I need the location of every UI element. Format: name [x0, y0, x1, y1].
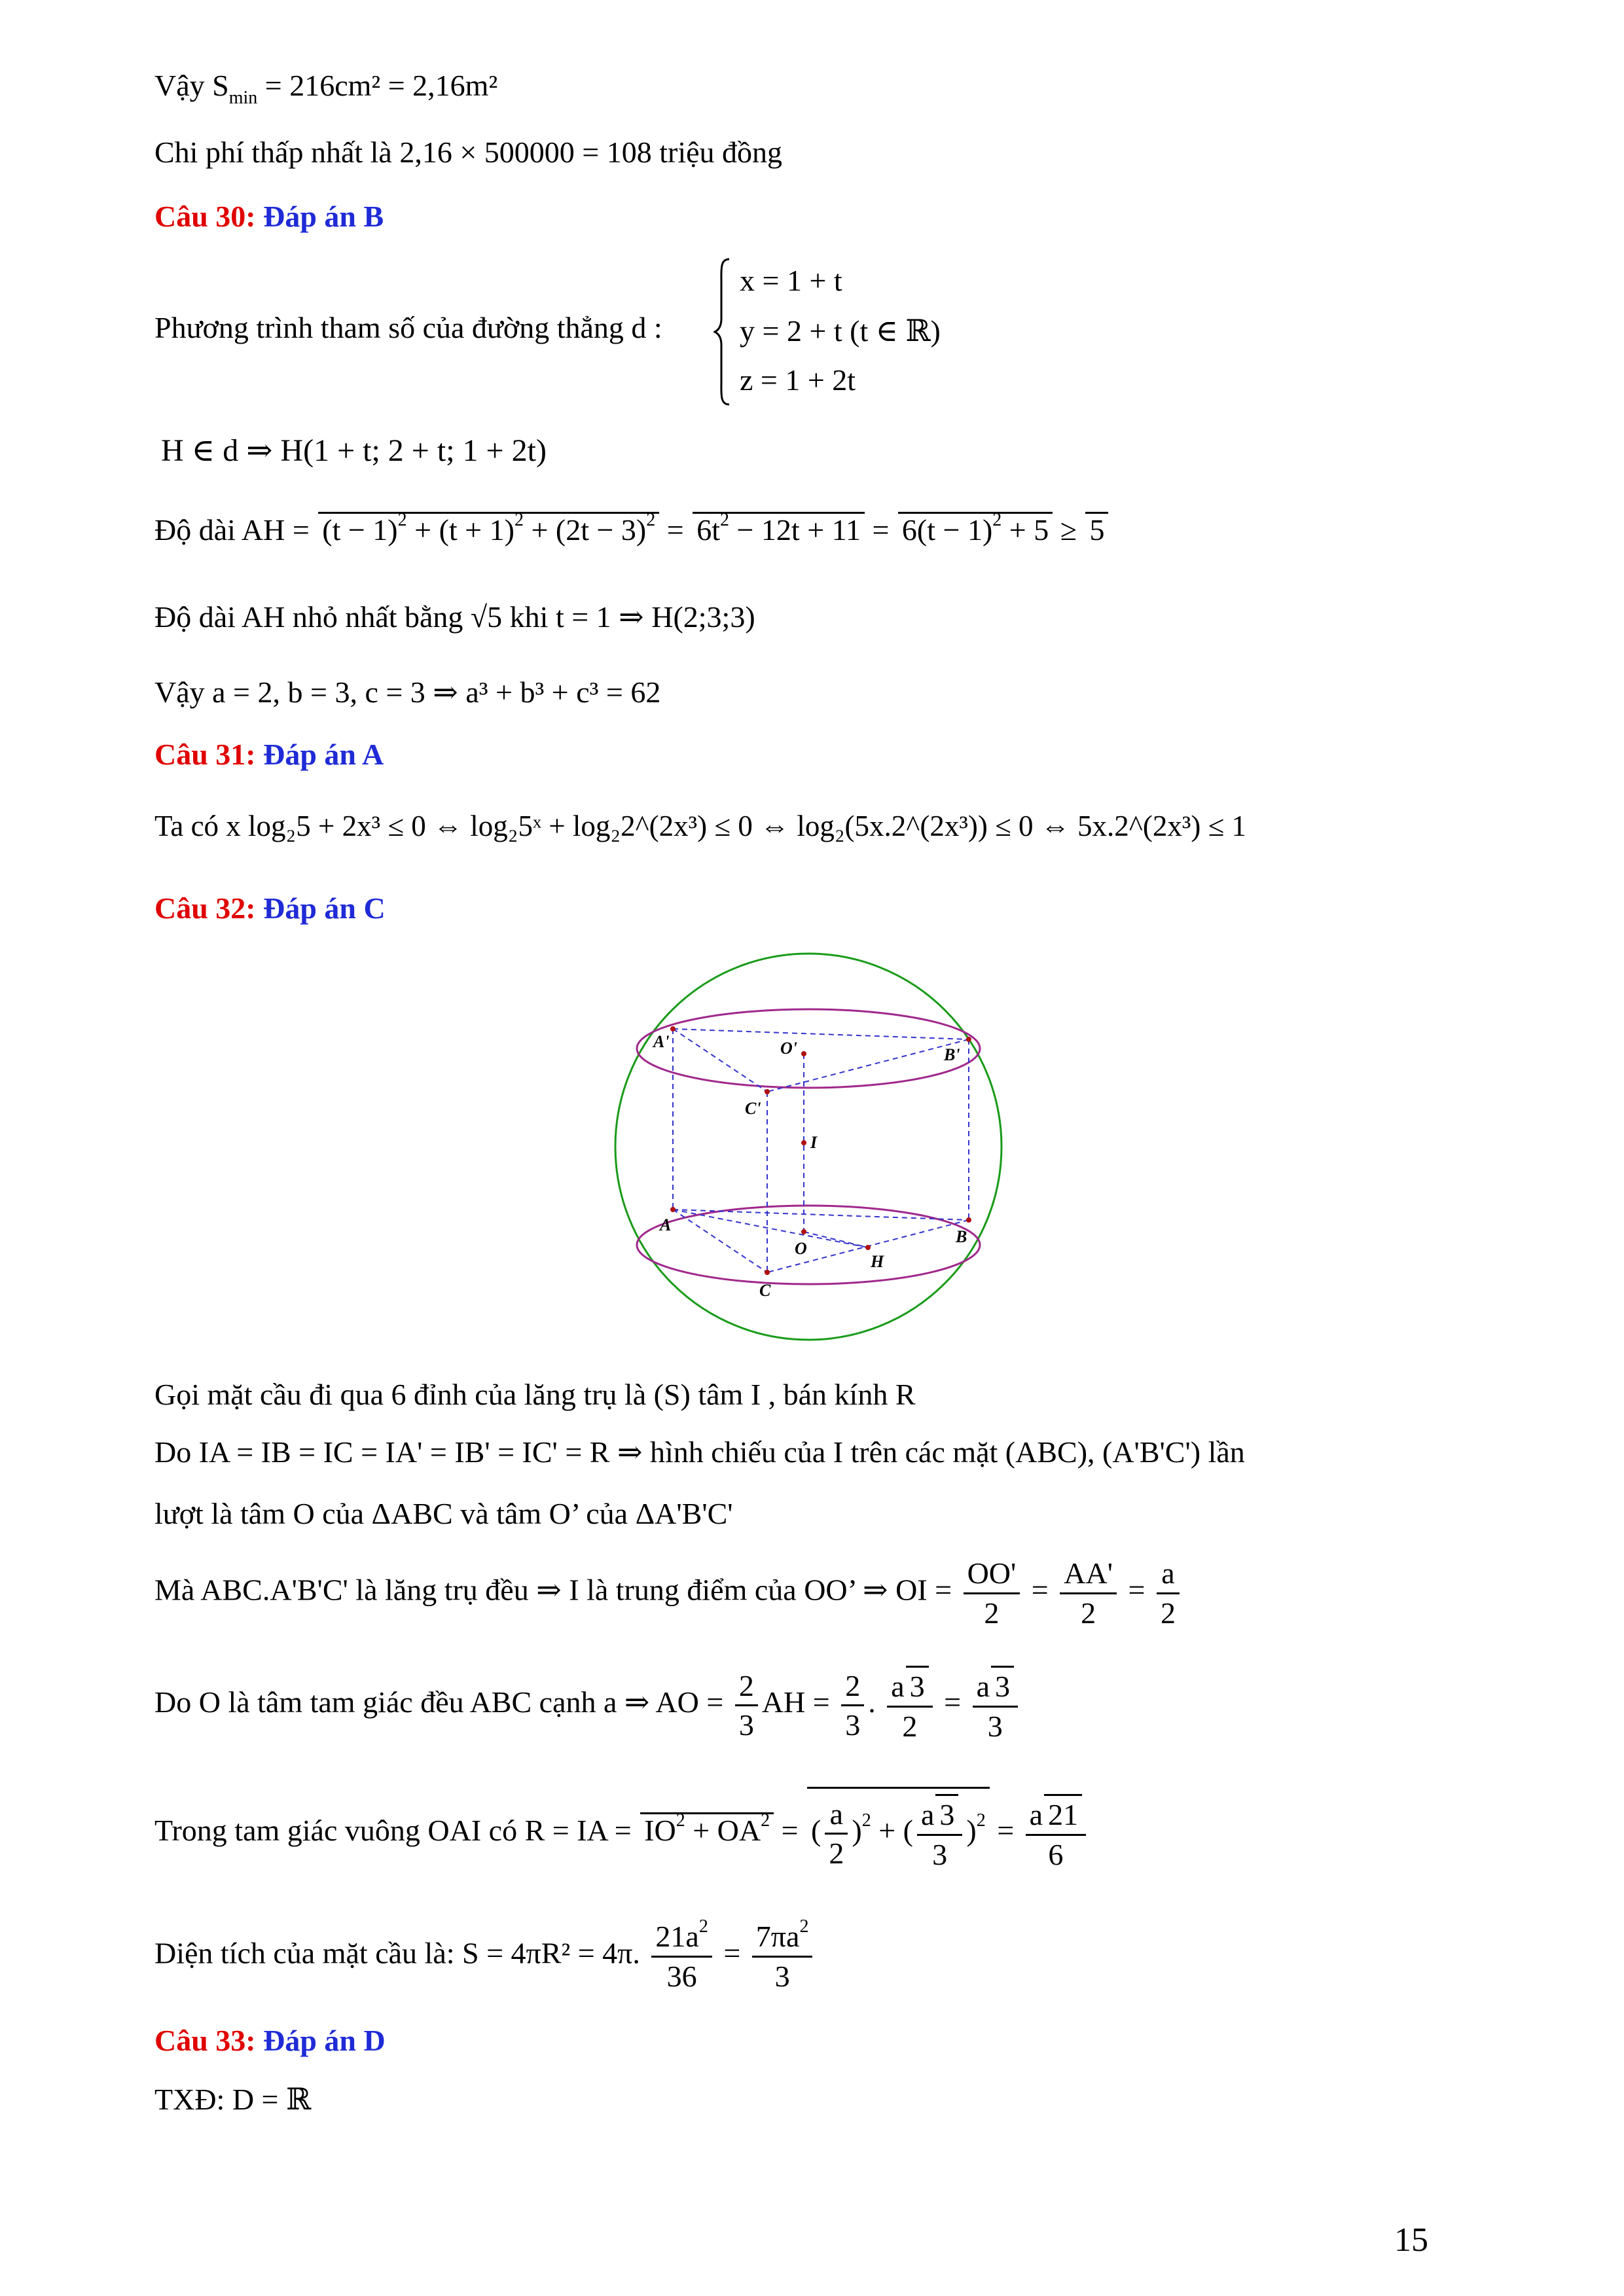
system-y: y = 2 + t (t ∈ ℝ): [740, 314, 941, 348]
label-a-prime: A': [653, 1032, 670, 1051]
system-x: x = 1 + t: [740, 264, 842, 297]
label-h: H: [871, 1252, 884, 1271]
bottom-ellipse: [637, 1206, 980, 1284]
ao-line: Do O là tâm tam giác đều ABC cạnh a ⇒ AO = $\frac{2}{3}$ AH = $\frac{2}{3}$ . $\frac{a 3}{2}$ = $\frac{a 3}{3}$: [154, 1666, 1022, 1745]
question-30-heading: Câu 30: Đáp án B: [154, 200, 384, 233]
question-33-heading: Câu 33: Đáp án D: [154, 2024, 386, 2057]
ah-min-line: Độ dài AH nhỏ nhất bằng √5 khi t = 1 ⇒ H(2;3;3): [154, 600, 755, 634]
midpoint-line: Mà ABC.A'B'C' là lăng trụ đều ⇒ I là trung điểm của OO’ ⇒ OI = $\frac{OO'}{2}$ = $\frac{AA'}{2}$ = $\frac{a}{2}$: [154, 1554, 1183, 1632]
param-intro: Phương trình tham số của đường thẳng d :: [154, 311, 662, 344]
ah-length-line: Độ dài AH = $(t - 1)^2 + (t + 1)^2 + (2t - 3)^2 = 6t^2 - 12t + 11 = 6(t - 1)^2 + 5 \ge 5$: [154, 512, 1108, 545]
label-o: O: [795, 1239, 807, 1258]
label-b-prime: B': [944, 1045, 960, 1064]
projection-line-2: lượt là tâm O của ΔABC và tâm O’ của ΔA'B'C': [154, 1497, 733, 1530]
prism-in-sphere-diagram: [602, 949, 1021, 1355]
sphere-intro-line: Gọi mặt cầu đi qua 6 đỉnh của lăng trụ là (S) tâm I , bán kính R: [154, 1378, 916, 1411]
sphere-area-line: Diện tích của mặt cầu là: S = 4πR² = 4π. $\frac{21a^2}{36}$ = $\frac{7\pi a^2}{3}$: [154, 1918, 816, 1995]
label-c-prime: C': [745, 1099, 761, 1118]
label-b: B: [956, 1227, 967, 1246]
label-i: I: [810, 1133, 818, 1152]
label-a: A: [660, 1215, 672, 1234]
question-31-heading: Câu 31: Đáp án A: [154, 738, 384, 771]
system-z: z = 1 + 2t: [740, 363, 856, 397]
projection-line-1: Do IA = IB = IC = IA' = IB' = IC' = R ⇒ hình chiếu của I trên các mặt (ABC), (A'B'C') lần: [154, 1435, 1245, 1469]
abc-values-line: Vậy a = 2, b = 3, c = 3 ⇒ a³ + b³ + c³ = 62: [154, 675, 661, 709]
label-c: C: [759, 1281, 771, 1300]
radius-line: Trong tam giác vuông OAI có R = IA = $IO^2 + OA^2$ = ( $\frac{a}{2}$ )$^2$ + ( $\frac{a 3}{3}$ )$^2$ = $\frac{a 21}{6}$: [154, 1787, 1090, 1873]
question-32-heading: Câu 32: Đáp án C: [154, 891, 386, 925]
cost-line: Chi phí thấp nhất là 2,16 × 500000 = 108 triệu đồng: [154, 135, 783, 169]
sphere-circle: [615, 954, 1001, 1340]
h-on-d-line: H ∈ d ⇒ H(1 + t; 2 + t; 1 + 2t): [161, 433, 547, 468]
log-inequality-line: Ta có x log₂5 + 2x³ ≤ 0 ⇔ log₂5ˣ + log₂2^(2x³) ≤ 0 ⇔ log₂(5x.2^(2x³)) ≤ 0 ⇔ 5x.2^(2x³) ≤ 1: [154, 810, 1247, 842]
label-o-prime: O': [780, 1039, 797, 1058]
domain-line: TXĐ: D = ℝ: [154, 2083, 312, 2116]
prism-sphere-figure: [602, 949, 1021, 1362]
smin-line: Vậy $S_{min} = 216cm^2 = 2,16m^2$: [154, 69, 498, 108]
page-number: 15: [1394, 2221, 1428, 2259]
brace-icon: [713, 257, 733, 407]
top-ellipse: [637, 1009, 980, 1088]
